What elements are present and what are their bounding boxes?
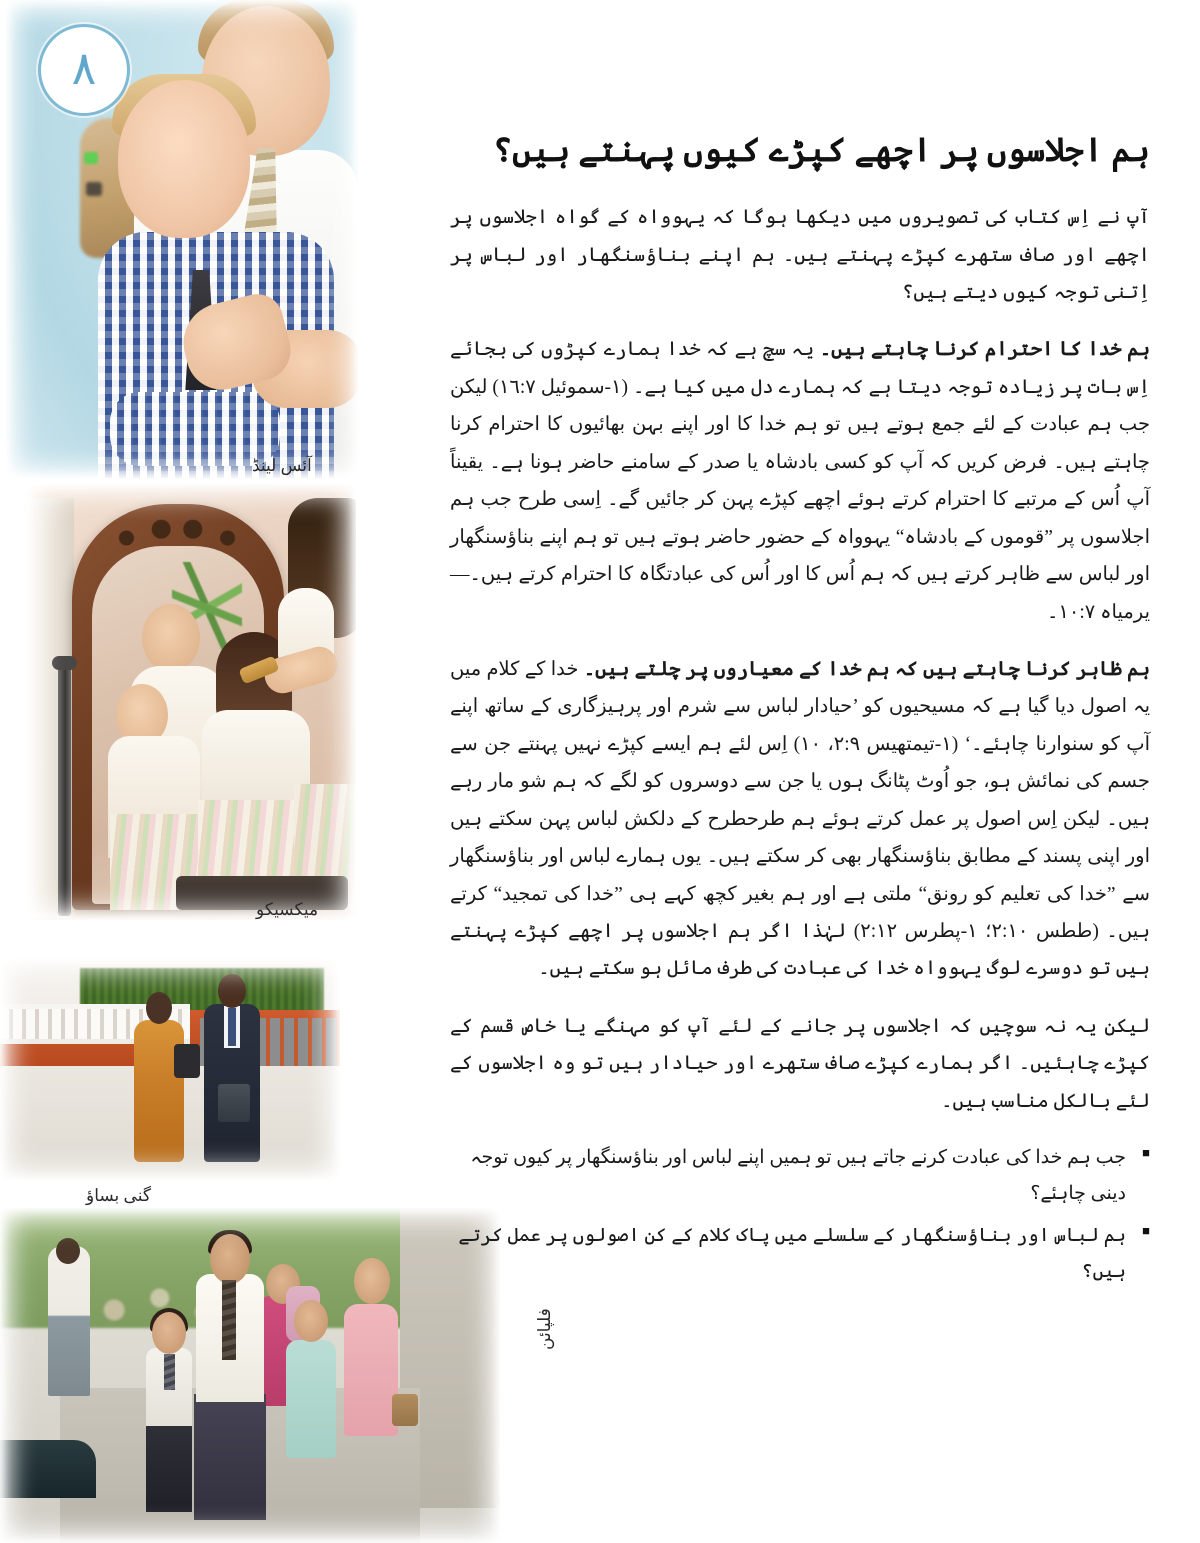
guinea-woman-head [146, 992, 172, 1024]
paragraph-1-text: آپ نے اِس کتاب کی تصویروں میں دیکھا ہوگا کہ یہوواہ کے گواہ اجلاسوں پر اچھے اور صاف ستھرے کپڑے پہنتے ہیں۔ ہم اپنے بناؤسنگھار اور لباس پر اِتنی توجہ کیوں دیتے ہیں؟ [450, 207, 1150, 304]
philippines-boy-head [152, 1312, 186, 1354]
paragraph-3-text: خدا کے کلام میں یہ اصول دیا گیا ہے کہ مسیحیوں کو ’حیادار لباس سے شرم اور پرہیزگاری کے ساتھ اپنے آپ کو سنوارنا چاہئے۔‘ (١-تیمتھیس ٢:٩، ١٠) اِس لئے ہم ایسے کپڑے نہیں پہنتے جن سے جسم کی نمائش ہو، جو اُوٹ پٹانگ ہوں یا جن سے دوسروں کو لگے کہ ہم شو مار رہے ہیں۔ لیکن اِس اصول پر عمل کرتے ہوئے ہم طرحطرح کے دلکش لباس پہن سکتے ہیں اور اپنی پسند کے مطابق بناؤسنگھار بھی کر سکتے ہیں۔ یوں ہمارے لباس اور بناؤسنگھار سے ”خدا کی تعلیم کو رونق“ ملتی ہے اور ہم بغیر کچھ کہے ہی ”خدا کی تمجید“ کرتے ہیں۔ (ططس ٢:١٠؛ ١-پطرس ٢:١٢) لہٰذا اگر ہم اجلاسوں پر اچھے کپڑے پہنتے ہیں تو دوسرے لوگ یہوواہ خدا کی عبادت کی طرف مائل ہو سکتے ہیں۔ [450, 658, 1151, 980]
philippines-father-necktie [222, 1280, 236, 1360]
philippines-bystander-body [48, 1246, 90, 1396]
paragraph-3-lead: ہم ظاہر کرنا چاہتے ہیں کہ ہم خدا کے معیاروں پر چلتے ہیں۔ [583, 658, 1150, 680]
philippines-father-head [210, 1234, 250, 1284]
photo-caption-mexico: میکسیکو [256, 900, 319, 919]
philippines-boy-necktie [164, 1354, 175, 1390]
guinea-woman-dress [134, 1020, 184, 1162]
guinea-woman-bag [174, 1044, 200, 1078]
philippines-bystander-head [56, 1238, 80, 1264]
body-paragraph-1 [450, 199, 1150, 311]
photo-guinea-bissau [0, 958, 340, 1180]
guinea-man-head [218, 974, 246, 1008]
philippines-baby-head [288, 1256, 316, 1290]
review-question-2: ■ ہم لباس اور بناؤسنگھار کے سلسلے میں پاک کلام کے کن اصولوں پر عمل کرتے ہیں؟ [450, 1218, 1150, 1290]
mexico-pole-knob [52, 656, 77, 670]
paragraph-2-text: یہ سچ ہے کہ خدا ہمارے کپڑوں کی بجائے اِس بات پر زیادہ توجہ دیتا ہے کہ ہمارے دل میں کیا ہے۔ (١-سموئیل ١٦:٧) لیکن جب ہم عبادت کے لئے جمع ہوتے ہیں تو ہم خدا کا اور اپنے بہن بھائیوں کا احترام کرنا چاہتے ہیں۔ فرض کریں کہ آپ کو کسی بادشاہ یا صدر کے سامنے حاضر ہونا ہے۔ یقیناً آپ اُس کے مرتبے کا احترام کرتے ہوئے اچھے کپڑے پہن کر جائیں گے۔ اِسی طرح جب ہم اجلاسوں پر ”قوموں کے بادشاہ“ یہوواہ کے حضور حاضر ہوتے ہیں تو ہم اپنے بناؤسنگھار اور لباس سے ظاہر کرتے ہیں کہ ہم اُس کا اور اُس کی عبادتگاہ کا احترام کرتے ہیں۔—یرمیاہ ١٠:٧۔ [450, 339, 1151, 623]
photo-caption-philippines: فلپائن [535, 1308, 554, 1350]
iceland-boy-head [118, 80, 250, 238]
paragraph-2-lead: ہم خدا کا احترام کرنا چاہتے ہیں۔ [819, 339, 1151, 361]
photo-mexico-scene [26, 484, 356, 920]
photo-guinea-scene [0, 958, 340, 1180]
review-questions-list [450, 1140, 1150, 1290]
photo-caption-iceland: آئس لینڈ [252, 456, 312, 475]
mexico-mother-reflection-head [142, 604, 200, 672]
body-paragraph-3 [450, 651, 1150, 988]
mexico-pole [58, 662, 71, 916]
page-number: ٨ [71, 41, 97, 95]
body-paragraph-4 [450, 1008, 1150, 1120]
page-title: ہم اجلاسوں پر اچھے کپڑے کیوں پہنتے ہیں؟ [492, 133, 1150, 169]
philippines-older-girl-dress [344, 1304, 398, 1436]
mexico-mirror-scrollwork [98, 514, 256, 554]
review-question-1: ■ جب ہم خدا کی عبادت کرنے جاتے ہیں تو ہمیں اپنے لباس اور بناؤسنگھار پر کیوں توجہ دینی چاہئے؟ [450, 1140, 1150, 1212]
photo-caption-guinea-bissau: گنی بساؤ [86, 1186, 151, 1205]
photo-philippines-scene [0, 1208, 500, 1543]
photo-mexico [26, 484, 356, 920]
philippines-older-girl-handbag [392, 1394, 418, 1426]
philippines-father-trousers [194, 1394, 266, 1520]
photo-philippines [0, 1208, 500, 1543]
guinea-briefcase [218, 1084, 250, 1122]
philippines-ditch [0, 1440, 96, 1498]
paragraph-4-text: لیکن یہ نہ سوچیں کہ اجلاسوں پر جانے کے لئے آپ کو مہنگے یا خاص قسم کے کپڑے چاہئیں۔ اگر ہمارے کپڑے صاف ستھرے اور حیادار ہیں تو وہ اجلاسوں کے لئے بالکل مناسب ہیں۔ [450, 1015, 1150, 1112]
guinea-man-necktie [228, 1008, 236, 1046]
philippines-boy-trousers [146, 1420, 192, 1512]
body-paragraph-2 [450, 331, 1150, 631]
page-number-badge [38, 24, 130, 116]
philippines-younger-girl-dress [286, 1340, 336, 1458]
philippines-older-girl-head [354, 1258, 390, 1304]
iceland-toy-accent [84, 152, 98, 164]
philippines-younger-girl-head [294, 1300, 328, 1342]
article-text-column [450, 126, 1150, 1297]
iceland-boy-arm [110, 392, 280, 466]
